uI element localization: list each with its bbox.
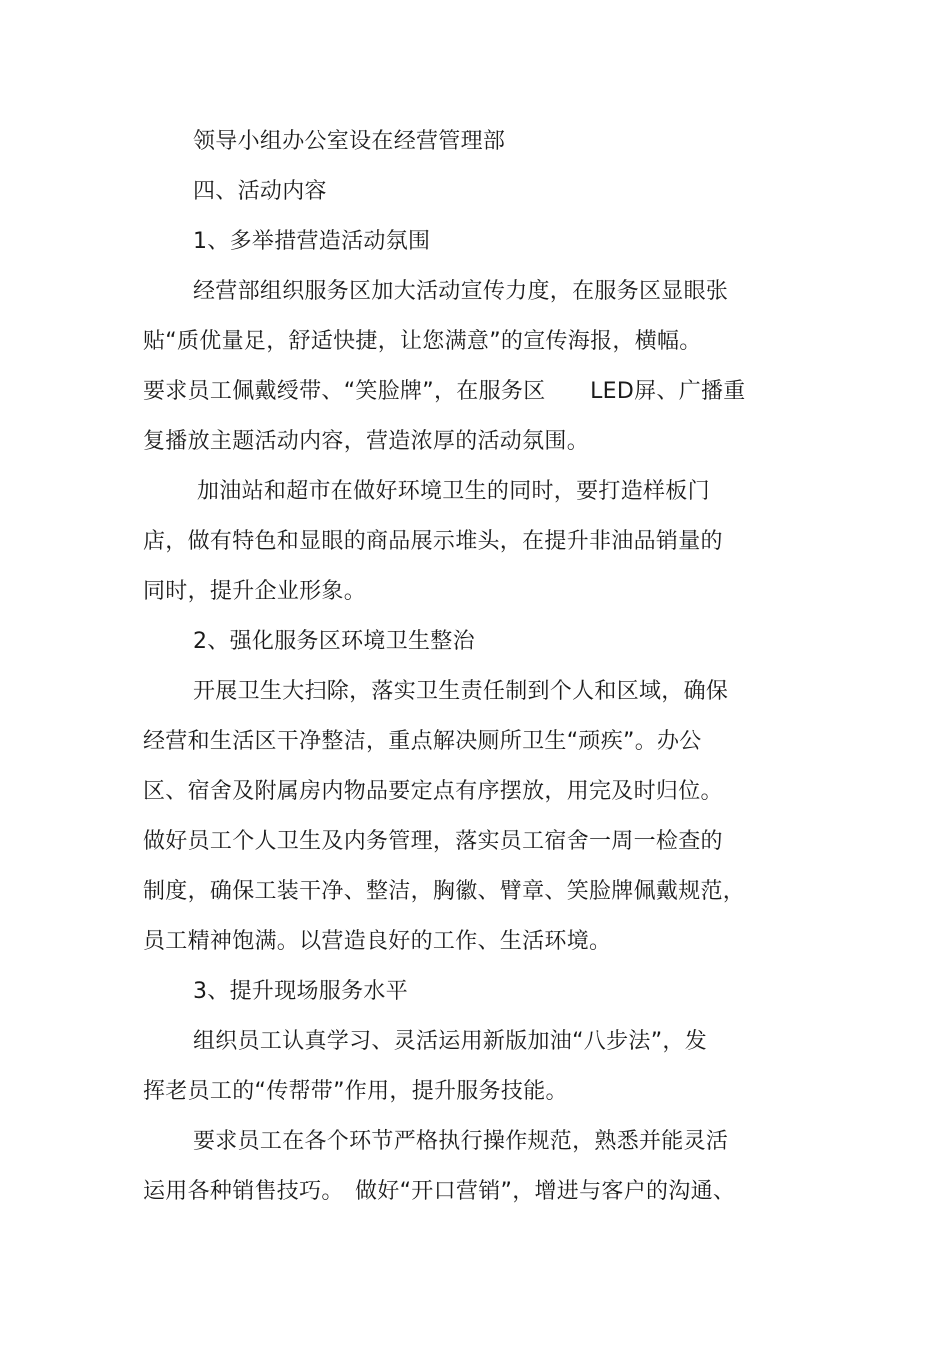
subsection-heading: 1、多举措营造活动氛围: [193, 229, 431, 254]
text-line: 复播放主题活动内容，营造浓厚的活动氛围。: [143, 429, 590, 454]
text-line: 经营部组织服务区加大活动宣传力度，在服务区显眼张: [193, 279, 729, 304]
text-line: 贴“质优量足，舒适快捷，让您满意”的宣传海报，横幅。: [143, 329, 702, 354]
text-line: 开展卫生大扫除，落实卫生责任制到个人和区域，确保: [193, 679, 729, 704]
text-line: 经营和生活区干净整洁，重点解决厕所卫生“顽疾”。办公: [143, 729, 702, 754]
text-line: 制度，确保工装干净、整洁，胸徽、臂章、笑脸牌佩戴规范，: [143, 879, 746, 904]
text-line: 要求员工佩戴绶带、“笑脸牌”，在服务区 LED屏、广播重: [143, 379, 746, 404]
text-line: 领导小组办公室设在经营管理部: [193, 129, 506, 154]
text-line: 员工精神饱满。以营造良好的工作、生活环境。: [143, 929, 612, 954]
subsection-heading: 2、强化服务区环境卫生整治: [193, 629, 475, 654]
text-line: 运用各种销售技巧。 做好“开口营销”，增进与客户的沟通、: [143, 1179, 736, 1204]
text-line: 店，做有特色和显眼的商品展示堆头，在提升非油品销量的: [143, 529, 723, 554]
text-line: 区、宿舍及附属房内物品要定点有序摆放，用完及时归位。: [143, 779, 723, 804]
text-line: 挥老员工的“传帮带”作用，提升服务技能。: [143, 1079, 568, 1104]
text-line: 同时，提升企业形象。: [143, 579, 367, 604]
text-line: 要求员工在各个环节严格执行操作规范，熟悉并能灵活: [193, 1129, 729, 1154]
text-line: 加油站和超市在做好环境卫生的同时，要打造样板门: [197, 479, 710, 504]
section-heading: 四、活动内容: [193, 179, 327, 204]
text-line: 组织员工认真学习、灵活运用新版加油“八步法”，发: [193, 1029, 707, 1054]
text-line: 做好员工个人卫生及内务管理，落实员工宿舍一周一检查的: [143, 829, 723, 854]
subsection-heading: 3、提升现场服务水平: [193, 979, 408, 1004]
